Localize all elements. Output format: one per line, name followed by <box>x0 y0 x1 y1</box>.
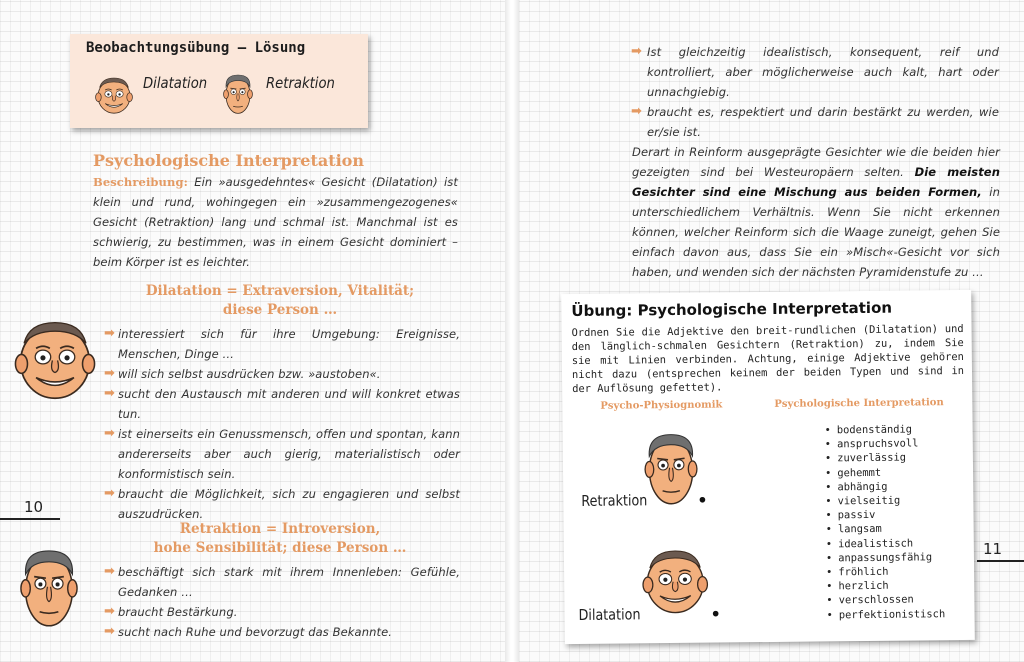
dilatation-heading <box>120 282 440 320</box>
title-box <box>70 34 368 128</box>
arrow-icon: ➡ <box>104 564 115 579</box>
right-top-item: ➡ Ist gleichzeitig idealistisch, konsequent, reif und kontrolliert, aber möglicherweise auch kalt, hart oder unnachgiebig. <box>631 44 999 99</box>
title-label-retraktion: Retraktion <box>266 74 335 92</box>
adjective-item[interactable]: • verschlossen <box>826 593 945 608</box>
arrow-icon: ➡ <box>104 486 115 501</box>
dilatation-item: ➡ interessiert sich für ihre Umgebung: Ereignisse, Menschen, Dinge … <box>104 326 460 361</box>
page-number-left: 10 <box>24 498 44 516</box>
adjective-item[interactable]: • vielseitig <box>825 493 944 508</box>
description <box>93 172 458 272</box>
arrow-icon: ➡ <box>631 104 642 119</box>
right-top-item: ➡ braucht es, respektiert und darin bestärkt zu werden, wie er/sie ist. <box>631 104 999 139</box>
description-text: Ein »ausgedehntes« Gesicht (Dilatation) ist klein und rund, wohingegen ein »zusammengezogenes« Gesicht (Retraktion) lang und schmal ist. Manchmal ist es schwierig, zu bestimmen, was in einem Gesicht dominiert – beim Körper ist es leichter. <box>93 175 459 269</box>
dilatation-item: ➡ ist einerseits ein Genussmensch, offen und spontan, kann andererseits aber auch gierig, materialistisch oder konformistisch sein. <box>104 426 460 481</box>
adjective-item[interactable]: • herzlich <box>826 578 945 593</box>
exercise-title: Übung: Psychologische Interpretation <box>571 298 893 321</box>
adjective-item[interactable]: • zuverlässig <box>825 451 944 466</box>
arrow-icon: ➡ <box>104 426 115 441</box>
round-face-icon <box>94 68 134 120</box>
dilatation-heading-line1: Dilatation = Extraversion, Vitalität; <box>145 283 415 299</box>
right-paragraph: Derart in Reinform ausgeprägte Gesichter wie die beiden hier gezeigten sind bei Westeuropäern selten. Die meisten Gesichter sind eine Mischung aus beiden Formen, in unterschiedlichem Verhältnis. Wenn Sie nicht erkennen können, welcher Reinform sich die Waage zuneigt, gehen Sie einfach davon aus, dass Sie ein »Misch«-Gesicht vor sich haben, und wenden sich der nächsten Pyramidenstufe zu … <box>632 145 1000 279</box>
adjective-item[interactable]: • bodenständig <box>825 422 944 437</box>
dilatation-heading-line2: diese Person … <box>222 302 338 318</box>
col-heading-physiognomik: Psycho-Physiognomik <box>600 399 723 412</box>
bold-statement: Die meisten Gesichter sind eine Mischung aus beiden Formen, <box>632 165 1000 199</box>
dilatation-item: ➡ braucht die Möglichkeit, sich zu engagieren und selbst auszudrücken. <box>104 486 460 521</box>
dilatation-list <box>104 324 460 524</box>
adjective-item[interactable]: • anspruchsvoll <box>825 436 944 451</box>
adjective-item[interactable]: • gehemmt <box>825 465 944 480</box>
adjective-item[interactable]: • perfektionistisch <box>826 607 945 622</box>
connect-dot-retraktion[interactable]: • <box>697 490 708 510</box>
page-number-rule <box>977 560 1024 562</box>
arrow-icon: ➡ <box>104 326 115 341</box>
retraktion-heading-line2: hohe Sensibilität; diese Person … <box>153 540 407 556</box>
retraktion-item: ➡ sucht nach Ruhe und bevorzugt das Bekannte. <box>104 622 460 642</box>
col-heading-interpretation: Psychologische Interpretation <box>774 397 944 410</box>
page-number-rule <box>0 518 60 520</box>
adjective-item[interactable]: • abhängig <box>825 479 944 494</box>
retraktion-item: ➡ braucht Bestärkung. <box>104 602 460 622</box>
page-title: Beobachtungsübung – Lösung <box>86 40 306 56</box>
connect-dot-dilatation[interactable]: • <box>710 604 721 624</box>
retraktion-list <box>104 562 460 642</box>
arrow-icon: ➡ <box>104 366 115 381</box>
left-page <box>0 0 505 662</box>
arrow-icon: ➡ <box>631 44 642 59</box>
face-label-dilatation: Dilatation <box>578 605 641 624</box>
round-face-exercise <box>640 531 711 628</box>
retraktion-heading-line1: Retraktion = Introversion, <box>179 521 381 537</box>
adjective-item[interactable]: • idealistisch <box>826 536 945 551</box>
long-face-icon <box>218 66 258 120</box>
section-title: Psychologische Interpretation <box>93 151 364 170</box>
adjective-item[interactable]: • langsam <box>826 522 945 537</box>
arrow-icon: ➡ <box>104 624 115 639</box>
arrow-icon: ➡ <box>104 386 115 401</box>
right-top-list <box>631 42 999 142</box>
long-face-illustration <box>10 530 88 642</box>
description-label: Beschreibung: <box>93 175 188 189</box>
face-label-retraktion: Retraktion <box>581 491 648 510</box>
exercise-text: Ordnen Sie die Adjektive den breit-rundlichen (Dilatation) und den länglich-schmalen Gesichtern (Retraktion) zu, indem Sie sie mit Linien verbinden. Achtung, einige Adjektive gehören nicht dazu (entsprechen keinem der beiden Typen und sind in der Auflösung gefettet). <box>571 322 965 396</box>
adjective-item[interactable]: • fröhlich <box>826 564 945 579</box>
exercise-box <box>561 290 975 644</box>
retraktion-item: ➡ beschäftigt sich stark mit ihrem Innenleben: Gefühle, Gedanken … <box>104 564 460 599</box>
title-label-dilatation: Dilatation <box>143 74 208 92</box>
dilatation-item: ➡ sucht den Austausch mit anderen und will konkret etwas tun. <box>104 386 460 421</box>
dilatation-item: ➡ will sich selbst ausdrücken bzw. »austoben«. <box>104 364 460 384</box>
arrow-icon: ➡ <box>104 604 115 619</box>
adjective-item[interactable]: • anpassungsfähig <box>826 550 945 565</box>
retraktion-heading <box>120 520 440 558</box>
book-gutter <box>505 0 519 662</box>
page-number-right: 11 <box>983 540 1003 558</box>
adjective-item[interactable]: • passiv <box>825 507 944 522</box>
round-face-illustration <box>12 305 98 409</box>
adjective-list <box>825 422 946 622</box>
